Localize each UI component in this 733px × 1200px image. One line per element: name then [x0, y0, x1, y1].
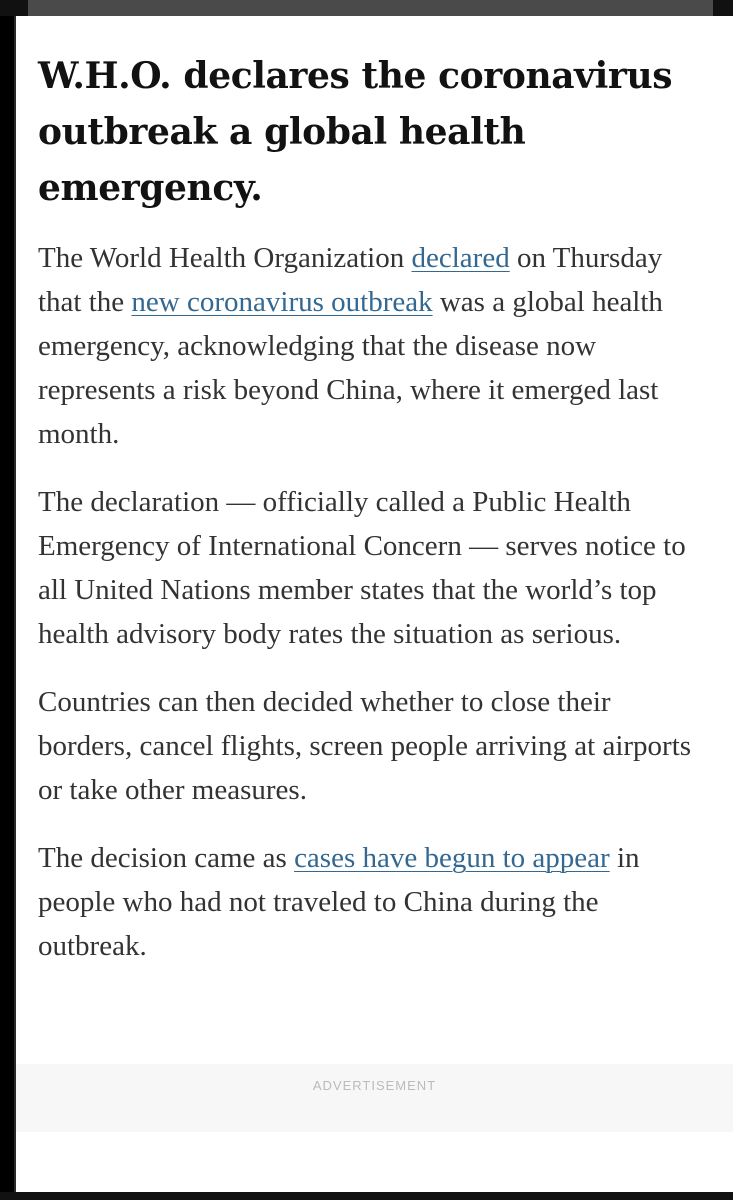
- paragraph-1-text-b: on Thursday that the: [38, 242, 663, 318]
- bottom-browser-strip: [0, 1192, 733, 1200]
- top-strip-right-edge: [713, 0, 733, 16]
- link-new-coronavirus-outbreak[interactable]: new coronavirus outbreak: [131, 286, 433, 318]
- paragraph-4-text-a: The decision came as: [38, 842, 295, 874]
- paragraph-3: Countries can then decided whether to close their borders, cancel flights, screen people arriving at airports or take other measures.: [38, 686, 692, 806]
- advertisement-label: ADVERTISEMENT: [312, 1078, 437, 1093]
- paragraph-1-text-c: was a global health emergency, acknowledging that the disease now represents a risk beyond China, where it emerged last month.: [38, 286, 663, 450]
- paragraph-4-text-b: in people who had not traveled to China during the outbreak.: [38, 842, 640, 962]
- article-page: [14, 16, 733, 1192]
- top-browser-strip: [0, 0, 733, 16]
- paragraph-1: [38, 236, 708, 456]
- paragraph-4: [38, 836, 708, 968]
- article-body: [38, 48, 708, 992]
- link-cases-have-begun-to-appear[interactable]: cases have begun to appear: [294, 842, 610, 874]
- top-strip-left-edge: [0, 0, 28, 16]
- link-declared[interactable]: declared: [411, 242, 510, 274]
- paragraph-1-text-a: The World Health Organization: [38, 242, 412, 274]
- paragraph-2: The declaration — officially called a Public Health Emergency of International Concern — serves notice to all United Nations member states that the world’s top health advisory body rates the situation as serious.: [38, 486, 686, 650]
- advertisement-block[interactable]: [16, 1064, 733, 1132]
- article-headline: W.H.O. declares the coronavirus outbreak a global health emergency.: [38, 55, 673, 209]
